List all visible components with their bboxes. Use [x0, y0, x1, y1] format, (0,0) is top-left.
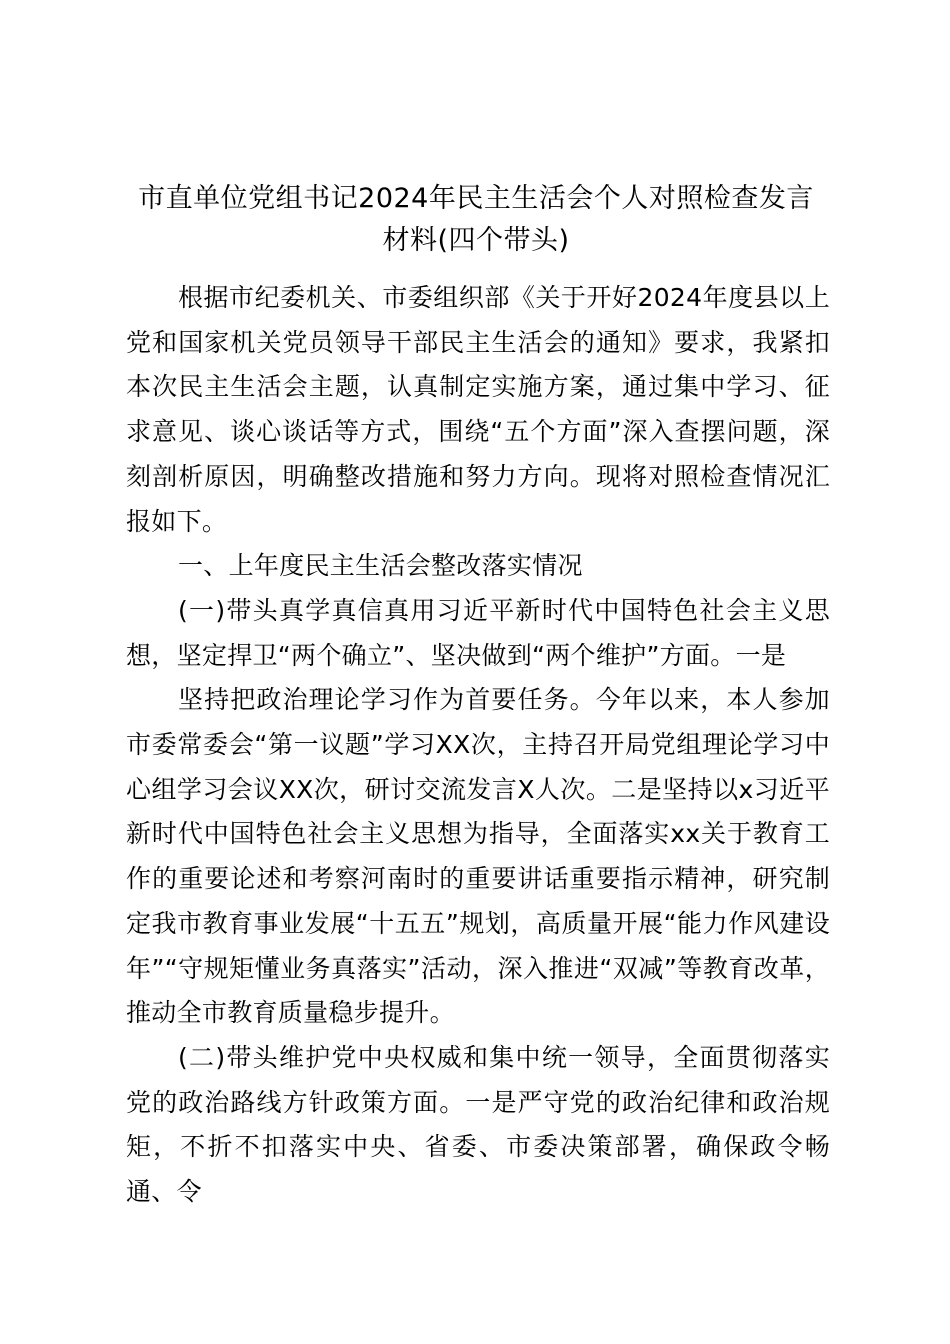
paragraph-study: 坚持把政治理论学习作为首要任务。今年以来，本人参加市委常委会“第一议题”学习XX次，主持召开局党组理论学习中心组学习会议XX次，研讨交流发言X人次。二是坚持以x习近平新时代中国特色社会主义思想为指导，全面落实xx关于教育工作的重要论述和考察河南时的重要讲话重要指示精神，研究制定我市教育事业发展“十五五”规划，高质量开展“能力作风建设年”“守规矩懂业务真落实”活动，深入推进“双减”等教育改革，推动全市教育质量稳步提升。 [126, 685, 830, 1028]
document-body [126, 276, 830, 1215]
section-heading-1: 一、上年度民主生活会整改落实情况 [178, 551, 583, 581]
subsection-heading-2: (二)带头维护党中央权威和集中统一领导，全面贯彻落实党的政治路线方针政策方面。一是严守党的政治纪律和政治规矩，不折不扣落实中央、省委、市委决策部署，确保政令畅通、令 [126, 1042, 830, 1207]
paragraph-intro: 根据市纪委机关、市委组织部《关于开好2024年度县以上党和国家机关党员领导干部民主生活会的通知》要求，我紧扣本次民主生活会主题，认真制定实施方案，通过集中学习、征求意见、谈心谈话等方式，围绕“五个方面”深入查摆问题，深刻剖析原因，明确整改措施和努力方向。现将对照检查情况汇报如下。 [126, 283, 830, 536]
subsection-heading-1: (一)带头真学真信真用习近平新时代中国特色社会主义思想，坚定捍卫“两个确立”、坚决做到“两个维护”方面。一是 [126, 595, 830, 670]
document-title: 市直单位党组书记2024年民主生活会个人对照检查发言材料(四个带头) [138, 183, 814, 256]
